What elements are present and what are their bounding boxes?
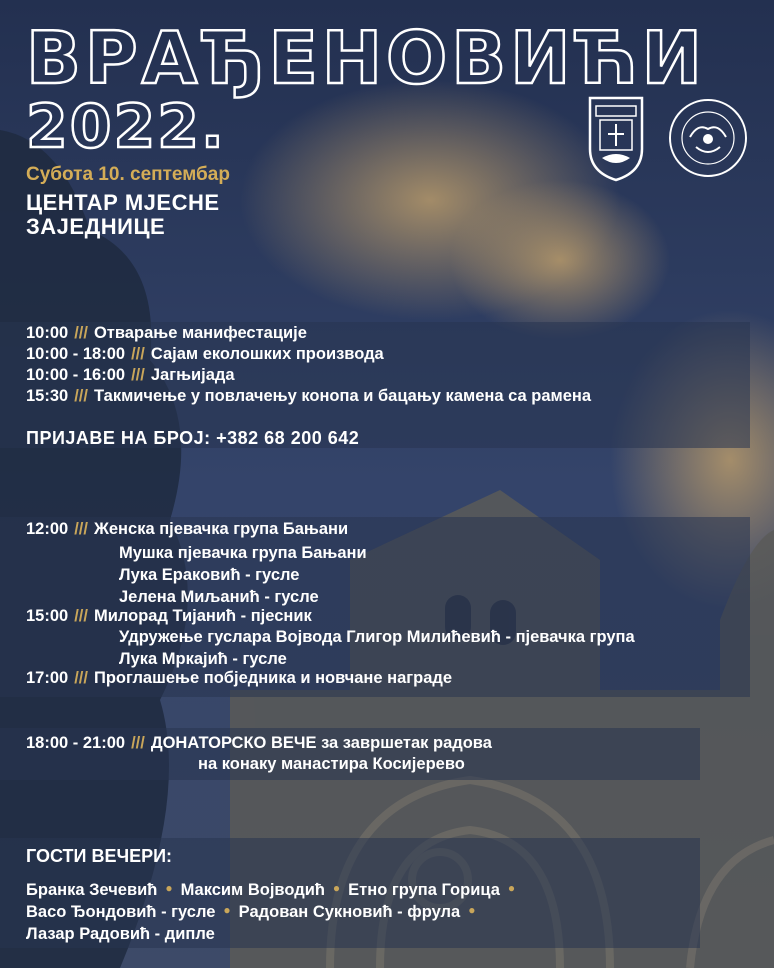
registration-phone (26, 428, 359, 449)
schedule-item: 15:00 /// Милорад Тијанић - пјесник (26, 607, 312, 625)
municipality-coat-of-arms-icon (586, 94, 646, 184)
guests-line: Лазар Радовић - дипле (26, 925, 215, 943)
schedule-item: 15:30 /// Такмичење у повлачењу конопа и бацању камена са рамена (26, 387, 592, 405)
schedule-item: 17:00 /// Проглашење побједника и новчане награде (26, 669, 453, 687)
guests-title: ГОСТИ ВЕЧЕРИ: (26, 846, 173, 866)
phone-label: ПРИЈАВЕ НА БРОЈ: (26, 428, 211, 448)
schedule-continuation: Лука Ераковић - гусле (119, 566, 300, 584)
event-year: 2022. (26, 92, 226, 162)
donor-continuation: на конаку манастира Косијерево (198, 755, 465, 773)
venue-line-2: ЗАЈЕДНИЦЕ (26, 214, 166, 239)
guests-line: Васо Ђондовић - гусле ● Радован Сукновић - фрула ● (26, 903, 476, 921)
schedule-continuation: Лука Мркајић - гусле (119, 650, 287, 668)
event-date: Субота 10. септембар (26, 164, 230, 185)
venue-line-1: ЦЕНТАР МЈЕСНЕ (26, 190, 220, 215)
schedule-continuation: Мушка пјевачка група Бањани (119, 544, 367, 562)
schedule-item: 12:00 /// Женска пјевачка група Бањани (26, 520, 349, 538)
phone-number: +382 68 200 642 (216, 428, 360, 448)
schedule-continuation: Удружење гуслара Војвода Глигор Милићевић - пјевачка група (119, 628, 635, 646)
schedule-item: 10:00 /// Отварање манифестације (26, 324, 307, 342)
schedule-item: 10:00 - 16:00 /// Јагњијада (26, 366, 235, 384)
event-title: ВРАЂЕНОВИЋИ (26, 16, 706, 100)
tourist-organization-logo-icon (668, 95, 748, 181)
schedule-continuation: Јелена Миљанић - гусле (119, 588, 319, 606)
guests-line: Бранка Зечевић ● Максим Војводић ● Етно група Горица ● (26, 881, 516, 899)
donor-evening: 18:00 - 21:00 /// ДОНАТОРСКО ВЕЧЕ за завршетак радова (26, 734, 492, 752)
schedule-item: 10:00 - 18:00 /// Сајам еколошких производа (26, 345, 384, 363)
